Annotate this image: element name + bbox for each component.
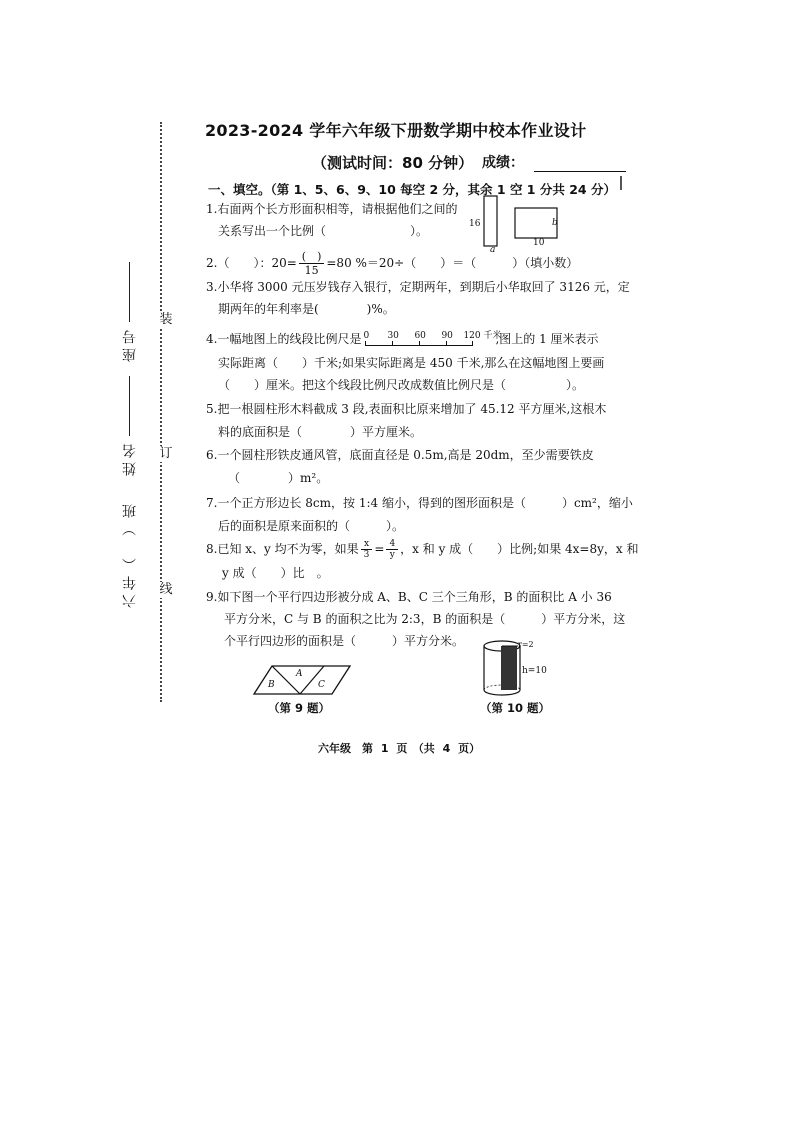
test-duration: （测试时间：80 分钟） <box>312 154 474 172</box>
q2-fraction <box>299 250 325 277</box>
q4-pre: 4.一幅地图上的线段比例尺是 <box>206 332 362 346</box>
q1-line2: 关系写出一个比例（ ）。 <box>218 224 429 238</box>
q5-line1: 5.把一根圆柱形木料截成 3 段,表面积比原来增加了 45.12 平方厘米,这根木 <box>206 402 607 416</box>
q6-line2: （ ）m²。 <box>228 471 329 485</box>
q9-line1: 9.如下图一个平行四边形被分成 A、B、C 三个三角形，B 的面积比 A 小 36 <box>206 590 612 604</box>
q8-f1-den: 3 <box>363 550 370 560</box>
edge-mark <box>620 176 622 190</box>
name-label: 姓名 <box>122 440 138 476</box>
q8-f2-num: 4 <box>386 539 398 550</box>
q8-line1 <box>206 538 638 560</box>
q8-f2-den: y <box>389 550 395 560</box>
page-footer: 六年级 第 1 页 （共 4 页） <box>318 742 481 755</box>
q8-equals: = <box>374 542 385 556</box>
cylinder-bottom <box>484 690 520 695</box>
tall-rectangle <box>484 196 497 246</box>
score-blank-line <box>534 157 626 172</box>
fig10-caption: （第 10 题） <box>480 701 551 715</box>
class-label: 六年（ ）班 <box>122 500 138 608</box>
q2-fraction-den: 15 <box>304 264 319 277</box>
q3-line1: 3.小华将 3000 元压岁钱存入银行，定期两年，到期后小华取回了 3126 元，定 <box>206 280 630 294</box>
section-heading: 一、填空。（第 1、5、6、9、10 每空 2 分，其余 1 空 1 分共 24 分） <box>208 182 616 197</box>
q1-a-label: a <box>490 245 496 255</box>
seat-label: 座号 <box>122 326 138 362</box>
q5-line2: 料的底面积是（ ）平方厘米。 <box>218 425 423 439</box>
binding-dotted-line <box>160 122 162 702</box>
seat-blank-line <box>129 262 131 322</box>
q2-line <box>206 250 578 277</box>
fig9-label-c: C <box>318 680 325 690</box>
q8-line2: y 成（ ）比 。 <box>222 566 329 580</box>
q4-line3: （ ）厘米。把这个线段比例尺改成数值比例尺是（ ）。 <box>218 378 585 392</box>
q9-line2: 平方分米，C 与 B 的面积之比为 2:3，B 的面积是（ ）平方分米，这 <box>224 612 626 626</box>
binding-char-zhuang: 装 <box>159 312 173 327</box>
q2-pre: 2.（ ）：20= <box>206 256 297 270</box>
page-title: 2023-2024 学年六年级下册数学期中校本作业设计 <box>205 121 587 140</box>
q7-line2: 后的面积是原来面积的（ ）。 <box>218 519 405 533</box>
q8-fraction-2 <box>386 539 398 560</box>
q1-width-label: 10 <box>533 238 545 248</box>
seat-field[interactable] <box>120 258 140 362</box>
q1-line1: 1.右面两个长方形面积相等，请根据他们之间的 <box>206 202 458 216</box>
q8-f1-num: x <box>361 539 373 550</box>
q8-fraction-1 <box>361 539 373 560</box>
name-field[interactable] <box>120 372 140 476</box>
score-label: 成绩： <box>482 155 524 171</box>
cylinder-cross-section <box>501 646 517 690</box>
q4-line2: 实际距离（ ）千米;如果实际距离是 450 千米,那么在这幅地图上要画 <box>218 356 605 370</box>
fig10-radius-label: r=2 <box>518 640 534 649</box>
binding-char-xian: 线 <box>159 582 173 597</box>
class-field[interactable] <box>120 500 140 608</box>
q1-height-label: 16 <box>469 219 481 229</box>
fig9-label-a: A <box>296 669 303 679</box>
q3-line2: 期两年的年利率是( )%。 <box>218 302 395 316</box>
binding-char-ding: 订 <box>159 446 173 461</box>
scale-label: 30 <box>387 330 399 341</box>
scale-label: 120 千米 <box>463 330 502 341</box>
q4-scale-bar <box>363 330 502 349</box>
wide-rectangle <box>515 208 557 238</box>
q2-fraction-num: ( ) <box>299 250 325 264</box>
fig9-label-b: B <box>268 680 275 690</box>
q2-post: =80 %＝20÷（ ）＝（ ）（填小数） <box>326 256 579 270</box>
q4-post: ,图上的 1 厘米表示 <box>495 332 599 346</box>
scale-label: 90 <box>441 330 453 341</box>
q4-line1 <box>206 328 599 350</box>
q6-line1: 6.一个圆柱形铁皮通风管，底面直径是 0.5m,高是 20dm，至少需要铁皮 <box>206 448 594 462</box>
fig10-height-label: h=10 <box>522 666 547 676</box>
q7-line1: 7.一个正方形边长 8cm，按 1:4 缩小，得到的图形面积是（ ）cm²，缩小 <box>206 496 633 510</box>
q9-line3: 个平行四边形的面积是（ ）平方分米。 <box>224 634 465 648</box>
name-blank-line <box>129 376 131 436</box>
q8-pre: 8.已知 x、y 均不为零，如果 <box>206 542 359 556</box>
scale-label: 60 <box>414 330 426 341</box>
score-field[interactable] <box>482 152 626 172</box>
scale-label: 0 <box>363 330 370 341</box>
q8-post: ，x 和 y 成（ ）比例;如果 4x=8y，x 和 <box>400 542 639 556</box>
fig9-caption: （第 9 题） <box>268 701 331 715</box>
q1-b-label: b <box>552 218 558 228</box>
